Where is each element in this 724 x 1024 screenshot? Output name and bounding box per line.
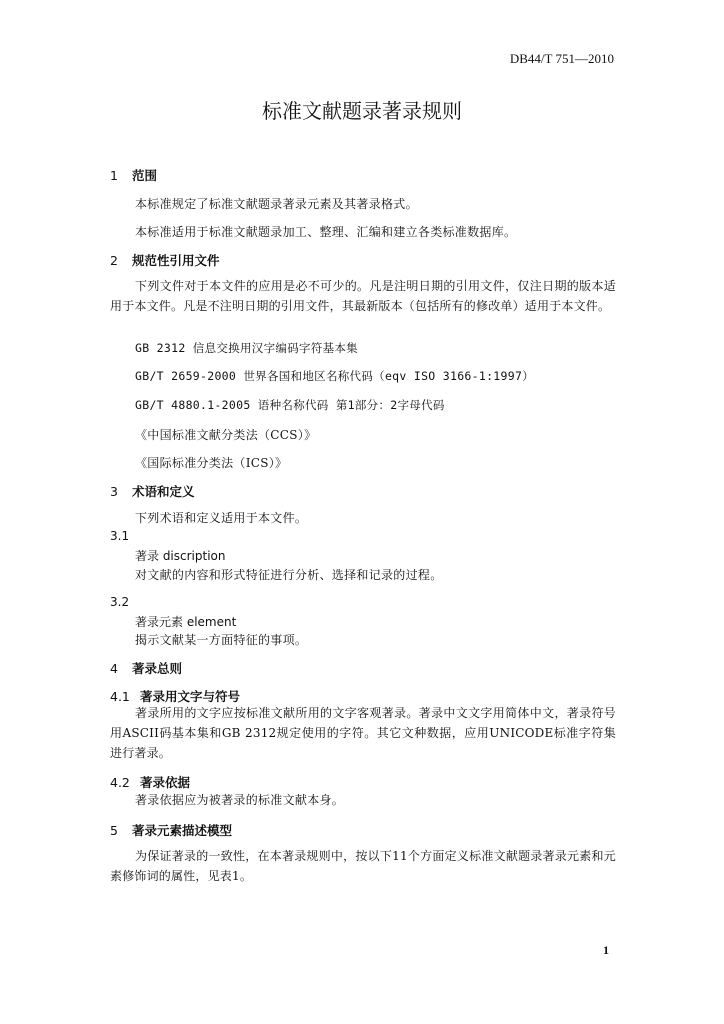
section-3-heading (110, 482, 195, 500)
paragraph: 下列术语和定义适用于本文件。 (135, 511, 308, 525)
paragraph: 本标准规定了标准文献题录著录元素及其著录格式。 (135, 197, 418, 211)
section-number: 3 (110, 484, 118, 499)
paragraph: 著录所用的文字应按标准文献所用的文字客观著录。著录中文文字用简体中文，著录符号用ASCII码基本集和GB 2312规定使用的字符。其它文种数据，应用UNICODE标准字符集进行著录。 (110, 706, 616, 760)
section-2-heading (110, 251, 220, 269)
section-number: 2 (110, 253, 118, 268)
section-title: 术语和定义 (132, 484, 195, 499)
term-title: 著录 discription (135, 549, 226, 563)
reference-item: GB 2312 信息交换用汉字编码字符基本集 (135, 341, 358, 355)
term-number: 3.2 (110, 595, 130, 609)
term-title: 著录元素 element (135, 615, 237, 629)
clause-4-2-heading (110, 773, 190, 791)
section-5-heading (110, 821, 232, 839)
section-number: 5 (110, 823, 118, 838)
reference-item: GB/T 2659-2000 世界各国和地区名称代码（eqv ISO 3166-1:1997） (135, 369, 534, 383)
section-title: 著录总则 (132, 661, 183, 676)
reference-item: GB/T 4880.1-2005 语种名称代码 第1部分：2字母代码 (135, 398, 445, 412)
section-title: 规范性引用文件 (132, 253, 220, 268)
paragraph: 下列文件对于本文件的应用是必不可少的。凡是注明日期的引用文件，仅注日期的版本适用于本文件。凡是不注明日期的引用文件，其最新版本（包括所有的修改单）适用于本文件。 (110, 279, 616, 313)
paragraph: 为保证著录的一致性，在本著录规则中，按以下11个方面定义标准文献题录著录元素和元素修饰词的属性，见表1。 (110, 849, 616, 883)
paragraph: 著录依据应为被著录的标准文献本身。 (135, 793, 345, 807)
section-number: 1 (110, 168, 118, 183)
reference-item: 《国际标准分类法（ICS）》 (135, 456, 288, 470)
clause-number: 4.1 (110, 689, 130, 704)
clause-title: 著录用文字与符号 (140, 689, 241, 704)
section-title: 著录元素描述模型 (132, 823, 233, 838)
document-title: 标准文献题录著录规则 (262, 99, 462, 123)
term-definition: 揭示文献某一方面特征的事项。 (135, 633, 308, 647)
paragraph: 本标准适用于标准文献题录加工、整理、汇编和建立各类标准数据库。 (135, 225, 517, 239)
page-number: 1 (603, 943, 609, 957)
section-title: 范围 (132, 168, 158, 183)
section-4-heading (110, 659, 182, 677)
clause-title: 著录依据 (140, 775, 191, 790)
section-number: 4 (110, 661, 118, 676)
section-1-heading (110, 166, 157, 184)
term-definition: 对文献的内容和形式特征进行分析、选择和记录的过程。 (135, 568, 443, 582)
standard-number: DB44/T 751—2010 (509, 51, 614, 66)
clause-number: 4.2 (110, 775, 130, 790)
reference-item: 《中国标准文献分类法（CCS）》 (135, 428, 317, 442)
term-number: 3.1 (110, 529, 130, 543)
